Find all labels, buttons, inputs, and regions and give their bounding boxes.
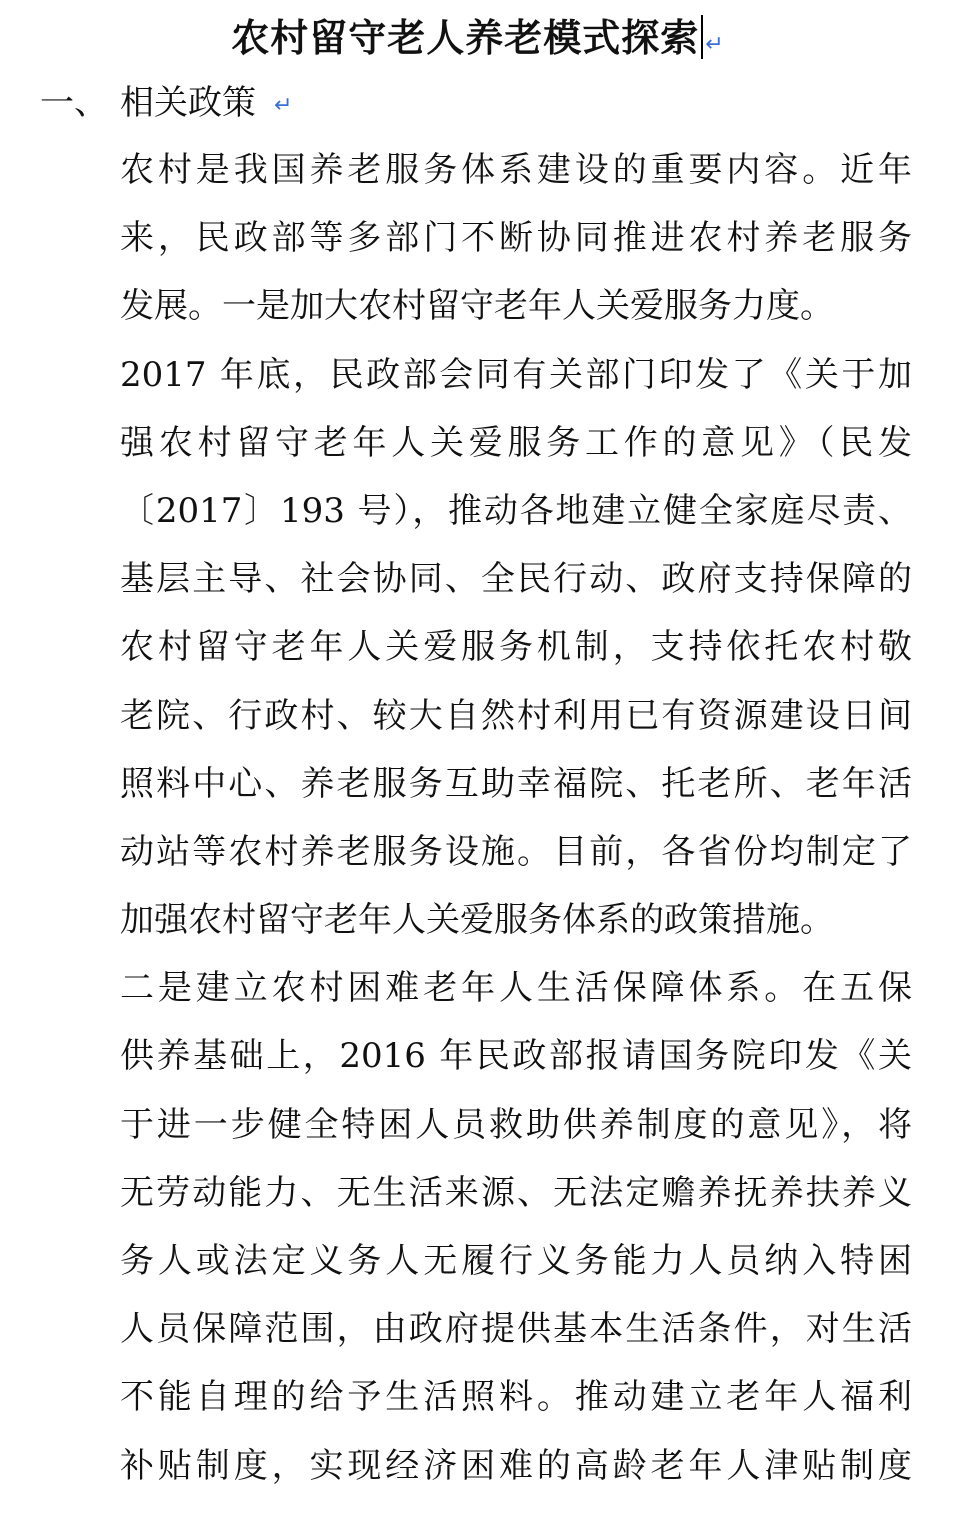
text-cursor	[701, 15, 703, 59]
text-line: 补贴制度，实现经济困难的高龄老年人津贴制度	[120, 1445, 912, 1486]
text-line: 农村留守老年人关爱服务机制，支持依托农村敬	[120, 627, 912, 668]
text-line: 二是建立农村困难老年人生活保障体系。在五保	[120, 968, 912, 1009]
section-title: 相关政策	[120, 83, 256, 123]
text-line: 人员保障范围，由政府提供基本生活条件，对生活	[120, 1309, 912, 1350]
text-line: 加强农村留守老年人关爱服务体系的政策措施。	[120, 900, 834, 941]
paragraph-mark-icon: ↵	[705, 32, 725, 57]
section-number: 一、	[40, 83, 108, 123]
text-line: 于进一步健全特困人员救助供养制度的意见》，将	[120, 1104, 912, 1145]
text-line: 动站等农村养老服务设施。目前，各省份均制定了	[120, 831, 912, 872]
text-line: 基层主导、社会协同、全民行动、政府支持保障的	[120, 559, 912, 600]
paragraph-mark-icon: ↵	[274, 93, 293, 118]
text-line: 〔2017〕193 号），推动各地建立健全家庭尽责、	[120, 490, 912, 531]
section-heading	[40, 76, 292, 133]
title-text: 农村留守老人养老模式探索	[231, 15, 700, 60]
text-line: 供养基础上，2016 年民政部报请国务院印发《关	[120, 1036, 912, 1077]
text-line: 2017 年底，民政部会同有关部门印发了《关于加	[120, 354, 912, 395]
document-title	[0, 8, 956, 75]
text-line: 务人或法定义务人无履行义务能力人员纳入特困	[120, 1241, 912, 1281]
text-line: 农村是我国养老服务体系建设的重要内容。近年	[120, 150, 912, 190]
text-line: 强农村留守老年人关爱服务工作的意见》（民发	[120, 422, 912, 463]
body-paragraph[interactable]	[120, 136, 912, 1500]
text-line: 无劳动能力、无生活来源、无法定赡养抚养扶养义	[120, 1172, 912, 1213]
text-line: 发展。一是加大农村留守老年人关爱服务力度。	[120, 286, 834, 327]
text-line: 老院、行政村、较大自然村利用已有资源建设日间	[120, 695, 912, 736]
text-line: 不能自理的给予生活照料。推动建立老年人福利	[120, 1377, 912, 1418]
text-line: 来，民政部等多部门不断协同推进农村养老服务	[120, 218, 912, 259]
text-line: 照料中心、养老服务互助幸福院、托老所、老年活	[120, 763, 912, 804]
